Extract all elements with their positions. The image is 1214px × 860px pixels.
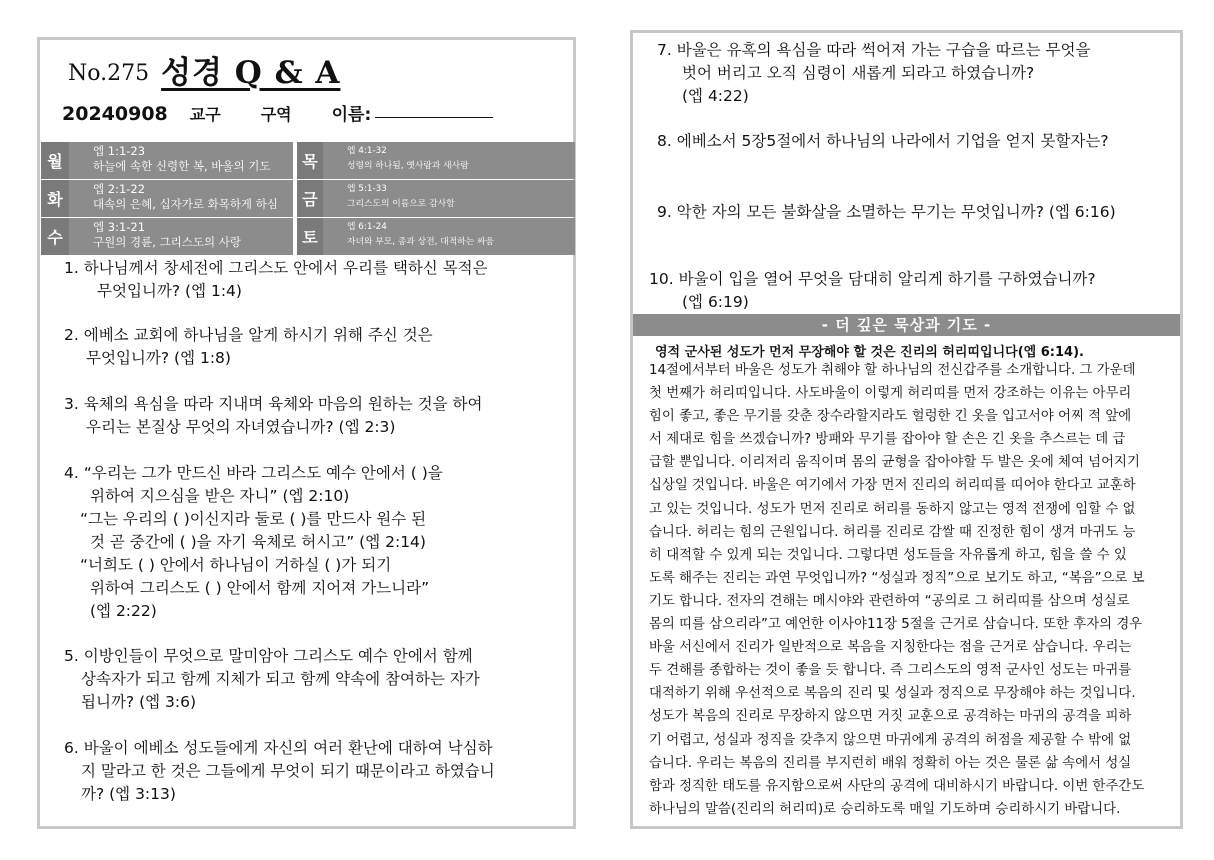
meditation-line: 기도 합니다. 전자의 견해는 메시야와 관련하여 “공의로 그 허리띠를 삼으며 성실로 bbox=[649, 593, 1130, 609]
district-label: 구역 bbox=[260, 105, 292, 124]
header-title-row bbox=[68, 40, 340, 92]
question-4 bbox=[64, 462, 443, 623]
question-text: “그는 우리의 ( )이신지라 둘로 ( )를 만드사 원수 된 bbox=[80, 510, 427, 528]
question-9 bbox=[657, 201, 1116, 224]
question-number: 7. bbox=[657, 41, 672, 59]
question-7 bbox=[657, 39, 1090, 108]
question-text: 바울은 유혹의 욕심을 따라 썩어져 가는 구습을 따르는 무엇을 bbox=[676, 41, 1091, 59]
schedule-entry bbox=[69, 218, 295, 255]
question-text: (엡 4:22) bbox=[682, 87, 749, 105]
schedule-entry bbox=[323, 180, 575, 217]
question-text: 에베소서 5장5절에서 하나님의 나라에서 기업을 얻지 못할자는? bbox=[676, 132, 1109, 150]
schedule-desc: 성령의 하나됨, 옛사람과 새사람 bbox=[347, 161, 469, 171]
schedule-day: 목 bbox=[295, 142, 323, 179]
question-10 bbox=[649, 268, 1096, 314]
schedule-ref: 엡 3:1-21 bbox=[93, 220, 146, 234]
question-number: 2. bbox=[64, 326, 79, 344]
meditation-line: 히 대적할 수 있게 되는 것입니다. 그렇다면 성도들을 자유롭게 하고, 힘을 쓸 수 있 bbox=[649, 547, 1127, 563]
schedule-entry bbox=[323, 218, 575, 255]
meditation-line: 고 있는 것입니다. 성도가 먼저 진리로 허리를 동하지 않고는 영적 전쟁에 임할 수 없 bbox=[649, 501, 1136, 517]
question-3 bbox=[64, 393, 483, 439]
question-text: 상속자가 되고 함께 지체가 되고 함께 약속에 참여하는 자가 bbox=[81, 670, 480, 688]
name-label: 이름: bbox=[331, 105, 372, 125]
meditation-line: 힘이 좋고, 좋은 무기를 갖춘 장수라할지라도 헐렁한 긴 옷을 입고서야 어찌 적 앞에 bbox=[649, 409, 1132, 425]
schedule-desc: 그리스도의 이름으로 감사함 bbox=[347, 199, 455, 209]
schedule-day: 월 bbox=[41, 142, 69, 179]
meditation-line: 성도가 복음의 진리로 무장하지 않으면 거짓 교훈으로 공격하는 마귀의 공격을 피하 bbox=[649, 709, 1132, 725]
question-text: 까? (엡 3:13) bbox=[81, 785, 176, 803]
question-number: 4. bbox=[64, 464, 79, 482]
issue-date: 20240908 bbox=[62, 103, 168, 125]
question-text: (엡 6:19) bbox=[682, 293, 749, 311]
meditation-line: 기 어렵고, 성실과 정직을 갖추지 않으면 마귀에게 공격의 허점을 제공할 수 밖에 없 bbox=[649, 732, 1132, 748]
schedule-row bbox=[41, 180, 575, 217]
schedule-ref: 엡 5:1-33 bbox=[347, 184, 387, 194]
schedule-day: 수 bbox=[41, 218, 69, 255]
schedule-row bbox=[41, 218, 575, 255]
question-text: 우리는 본질상 무엇의 자녀였습니까? (엡 2:3) bbox=[86, 418, 396, 436]
question-text: 벗어 버리고 오직 심령이 새롭게 되라고 하였습니까? bbox=[682, 64, 1035, 82]
meditation-line: 습니다. 허리는 힘의 근원입니다. 허리를 진리로 감쌀 때 진정한 힘이 생겨 마귀도 능 bbox=[649, 524, 1136, 540]
question-number: 9. bbox=[657, 203, 672, 221]
meditation-line: 두 견해를 종합하는 것이 좋을 듯 합니다. 즉 그리스도의 영적 군사인 성도는 마귀를 bbox=[649, 663, 1132, 679]
meditation-line: 첫 번째가 허리띠입니다. 사도바울이 이렇게 허리띠를 먼저 강조하는 이유는 아무리 bbox=[649, 386, 1132, 402]
question-text: 육체의 욕심을 따라 지내며 육체와 마음의 원하는 것을 하여 bbox=[83, 395, 483, 413]
meditation-line: 도록 해주는 진리는 과연 무엇입니까? “성실과 정직”으로 보기도 하고, “복음”으로 보 bbox=[649, 570, 1145, 586]
meditation-line: 14절에서부터 바울은 성도가 취해야 할 하나님의 전신갑주를 소개합니다. 그 가운데 bbox=[649, 363, 1136, 378]
meditation-line: 대적하기 위해 우선적으로 복음의 진리 및 성실과 정직으로 무장해야 하는 것입니다. bbox=[649, 686, 1136, 702]
schedule-desc: 자녀와 부모, 종과 상전, 대적하는 싸움 bbox=[347, 237, 495, 247]
schedule-desc: 대속의 은혜, 십자가로 화목하게 하심 bbox=[93, 197, 278, 211]
question-text: 지 말라고 한 것은 그들에게 무엇이 되기 때문이라고 하였습니 bbox=[81, 762, 495, 780]
question-number: 8. bbox=[657, 132, 672, 150]
schedule-row bbox=[41, 142, 575, 179]
reading-schedule bbox=[41, 142, 575, 256]
question-text: 바울이 입을 열어 무엇을 담대히 알리게 하기를 구하였습니까? bbox=[678, 270, 1096, 288]
schedule-ref: 엡 6:1-24 bbox=[347, 222, 387, 232]
question-text: 바울이 에베소 성도들에게 자신의 여러 환난에 대하여 낙심하 bbox=[83, 739, 493, 757]
meditation-line: 서 제대로 힘을 쓰겠습니까? 방패와 무기를 잡아야 할 손은 긴 옷을 추스르는 데 급 bbox=[649, 432, 1126, 448]
question-text: 악한 자의 모든 불화살을 소멸하는 무기는 무엇입니까? (엡 6:16) bbox=[676, 203, 1116, 221]
question-text: 됩니까? (엡 3:6) bbox=[81, 693, 197, 711]
question-text: “너희도 ( ) 안에서 하나님이 거하실 ( )가 되기 bbox=[80, 556, 392, 574]
name-field-line bbox=[375, 117, 493, 118]
left-page bbox=[37, 37, 576, 829]
question-number: 10. bbox=[649, 270, 674, 288]
meditation-line: 함과 정직한 태도를 유지함으로써 사단의 공격에 대비하시기 바랍니다. 이번 한주간도 bbox=[649, 778, 1145, 794]
question-6 bbox=[64, 737, 495, 806]
meditation-line: 십상일 것입니다. 바울은 여기에서 가장 먼저 진리의 허리띠를 띠어야 한다고 교훈하 bbox=[649, 478, 1136, 494]
right-page bbox=[630, 30, 1183, 829]
schedule-ref: 엡 2:1-22 bbox=[93, 182, 146, 196]
question-8 bbox=[657, 130, 1109, 153]
question-number: 3. bbox=[64, 395, 79, 413]
question-number: 1. bbox=[64, 259, 79, 277]
schedule-desc: 구원의 경륜, 그리스도의 사랑 bbox=[93, 235, 241, 249]
question-text: 위하여 그리스도 ( ) 안에서 함께 지어져 가느니라” bbox=[90, 579, 430, 597]
question-text: 위하여 지으심을 받은 자니” (엡 2:10) bbox=[90, 487, 350, 505]
question-text: 것 곧 중간에 ( )을 자기 육체로 허시고” (엡 2:14) bbox=[90, 533, 426, 551]
meditation-line: 습니다. 우리는 복음의 진리를 부지런히 배워 정확히 아는 것은 물론 삶 속에서 성실 bbox=[649, 755, 1132, 771]
question-text: 이방인들이 무엇으로 말미암아 그리스도 예수 안에서 함께 bbox=[83, 647, 473, 665]
question-text: “우리는 그가 만드신 바라 그리스도 예수 안에서 ( )을 bbox=[83, 464, 443, 482]
meditation-heading: - 더 깊은 묵상과 기도 - bbox=[633, 314, 1180, 336]
meditation-line: 하나님의 말씀(진리의 허리띠)로 승리하도록 매일 기도하며 승리하시기 바랍니다. bbox=[649, 801, 1121, 817]
question-text: (엡 2:22) bbox=[90, 602, 157, 620]
schedule-ref: 엡 1:1-23 bbox=[93, 144, 146, 158]
question-text: 에베소 교회에 하나님을 알게 하시기 위해 주신 것은 bbox=[83, 326, 433, 344]
schedule-entry bbox=[69, 180, 295, 217]
question-2 bbox=[64, 324, 433, 370]
question-text: 무엇입니까? (엡 1:8) bbox=[86, 349, 231, 367]
schedule-day: 토 bbox=[295, 218, 323, 255]
question-number: 5. bbox=[64, 647, 79, 665]
schedule-desc: 하늘에 속한 신령한 복, 바울의 기도 bbox=[93, 159, 271, 173]
question-number: 6. bbox=[64, 739, 79, 757]
issue-number: No.275 bbox=[68, 61, 150, 86]
schedule-day: 화 bbox=[41, 180, 69, 217]
schedule-ref: 엡 4:1-32 bbox=[347, 146, 387, 156]
meditation-subtitle: 영적 군사된 성도가 먼저 무장해야 할 것은 진리의 허리띠입니다(엡 6:14). bbox=[655, 345, 1084, 360]
question-5 bbox=[64, 645, 480, 714]
question-text: 무엇입니까? (엡 1:4) bbox=[97, 282, 242, 300]
schedule-day: 금 bbox=[295, 180, 323, 217]
question-text: 하나님께서 창세전에 그리스도 안에서 우리를 택하신 목적은 bbox=[83, 259, 488, 277]
meditation-line: 급할 뿐입니다. 이리저리 움직이며 몸의 균형을 잡아야할 두 발은 옷에 체여 넘어지기 bbox=[649, 455, 1140, 471]
meditation-body bbox=[649, 359, 1169, 821]
question-1 bbox=[64, 257, 488, 303]
header-info-row bbox=[62, 100, 493, 125]
schedule-entry bbox=[69, 142, 295, 179]
meditation-line: 바울 서신에서 진리가 일반적으로 복음을 지칭한다는 점을 근거로 삼습니다. 우리는 bbox=[649, 640, 1132, 656]
church-label: 교구 bbox=[189, 105, 221, 124]
page-title: 성경 Q & A bbox=[161, 55, 341, 91]
schedule-entry bbox=[323, 142, 575, 179]
meditation-line: 몸의 띠를 삼으리라”고 예언한 이사야11장 5절을 근거로 삼습니다. 또한 후자의 경우 bbox=[649, 617, 1143, 633]
